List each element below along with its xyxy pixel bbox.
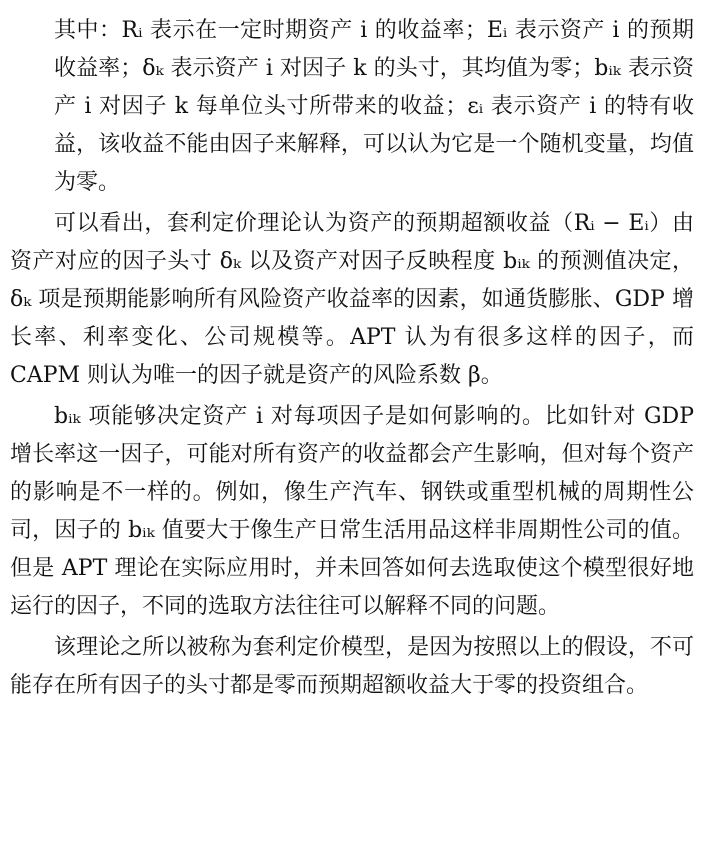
paragraph-apt-excess-return: 可以看出，套利定价理论认为资产的预期超额收益（Rᵢ − Eᵢ）由资产对应的因子头寸 δₖ 以及资产对因子反映程度 bᵢₖ 的预测值决定，δₖ 项是预期能影响所有风险资产收益率的因素，如通货膨胀、GDP 增长率、利率变化、公司规模等。APT 认为有很多这样的因子，而 CAPM 则认为唯一的因子就是资产的风险系数 β。	[10, 211, 695, 388]
paragraph-variable-definitions: 其中：Rᵢ 表示在一定时期资产 i 的收益率；Eᵢ 表示资产 i 的预期收益率；δₖ 表示资产 i 对因子 k 的头寸，其均值为零；bᵢₖ 表示资产 i 对因子 k 每单位头寸所带来的收益；εᵢ 表示资产 i 的特有收益，该收益不能由因子来解释，可以认为它是一个随机变量，均值为零。	[54, 18, 694, 195]
paragraph-arbitrage-pricing-conclusion: 该理论之所以被称为套利定价模型，是因为按照以上的假设，不可能存在所有因子的头寸都是零而预期超额收益大于零的投资组合。	[10, 635, 694, 698]
paragraph-factor-sensitivity: bᵢₖ 项能够决定资产 i 对每项因子是如何影响的。比如针对 GDP 增长率这一因子，可能对所有资产的收益都会产生影响，但对每个资产的影响是不一样的。例如，像生产汽车、钢铁或重型机械的周期性公司，因子的 bᵢₖ 值要大于像生产日常生活用品这样非周期性公司的值。但是 APT 理论在实际应用时，并未回答如何去选取使这个模型很好地运行的因子，不同的选取方法往往可以解释不同的问题。	[10, 404, 694, 619]
